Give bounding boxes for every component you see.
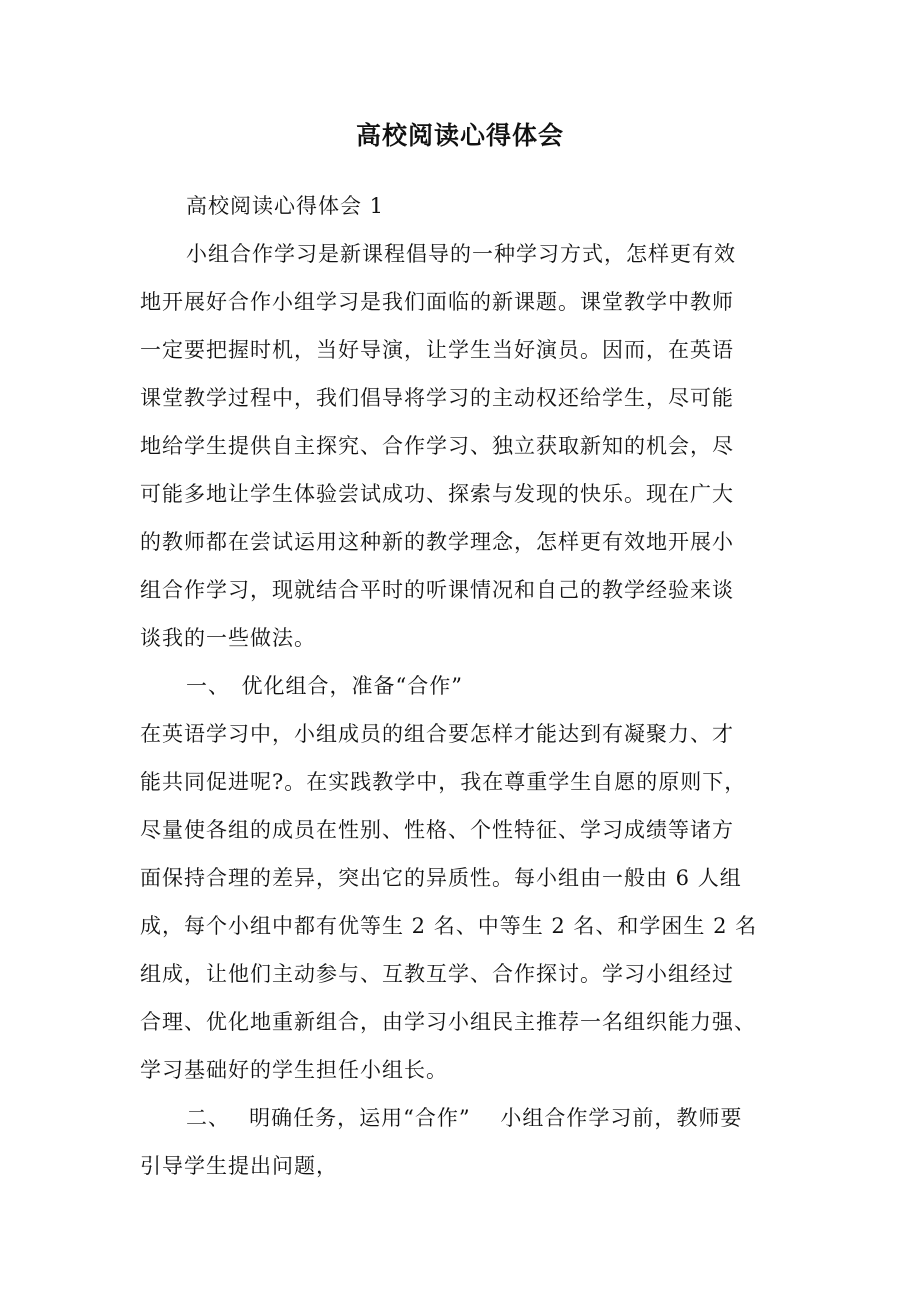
paragraph-line: 在英语学习中，小组成员的组合要怎样才能达到有凝聚力、才 xyxy=(140,722,734,746)
paragraph-line: 引导学生提出问题， xyxy=(140,1154,338,1178)
subtitle-line: 高校阅读心得体会 1 xyxy=(186,194,385,218)
paragraph-line: 可能多地让学生体验尝试成功、探索与发现的快乐。现在广大 xyxy=(140,482,734,506)
paragraph-line: 学习基础好的学生担任小组长。 xyxy=(140,1058,448,1082)
paragraph-line: 一定要把握时机，当好导演，让学生当好演员。因而，在英语 xyxy=(140,338,734,362)
paragraph-line: 的教师都在尝试运用这种新的教学理念，怎样更有效地开展小 xyxy=(140,530,734,554)
section-heading-1: 一、 优化组合，准备“合作” xyxy=(186,674,463,698)
paragraph-line: 小组合作学习是新课程倡导的一种学习方式，怎样更有效 xyxy=(186,242,736,266)
paragraph-line: 组成，让他们主动参与、互教互学、合作探讨。学习小组经过 xyxy=(140,962,734,986)
paragraph-line: 课堂教学过程中，我们倡导将学习的主动权还给学生，尽可能 xyxy=(140,386,734,410)
paragraph-line: 能共同促进呢?。在实践教学中，我在尊重学生自愿的原则下， xyxy=(140,770,747,794)
paragraph-line: 合理、优化地重新组合，由学习小组民主推荐一名组织能力强、 xyxy=(140,1010,756,1034)
section-heading-2: 二、 明确任务，运用“合作” 小组合作学习前，教师要 xyxy=(186,1106,743,1130)
paragraph-line: 组合作学习，现就结合平时的听课情况和自己的教学经验来谈 xyxy=(140,578,734,602)
paragraph-line: 成，每个小组中都有优等生 2 名、中等生 2 名、和学困生 2 名 xyxy=(140,914,758,938)
paragraph-line: 面保持合理的差异，突出它的异质性。每小组由一般由 6 人组 xyxy=(140,866,742,890)
document-title: 高校阅读心得体会 xyxy=(355,121,564,150)
document-body xyxy=(140,182,785,1190)
paragraph-line: 谈我的一些做法。 xyxy=(140,626,316,650)
paragraph-line: 地给学生提供自主探究、合作学习、独立获取新知的机会，尽 xyxy=(140,434,734,458)
paragraph-line: 尽量使各组的成员在性别、性格、个性特征、学习成绩等诸方 xyxy=(140,818,734,842)
paragraph-line: 地开展好合作小组学习是我们面临的新课题。课堂教学中教师 xyxy=(140,290,734,314)
